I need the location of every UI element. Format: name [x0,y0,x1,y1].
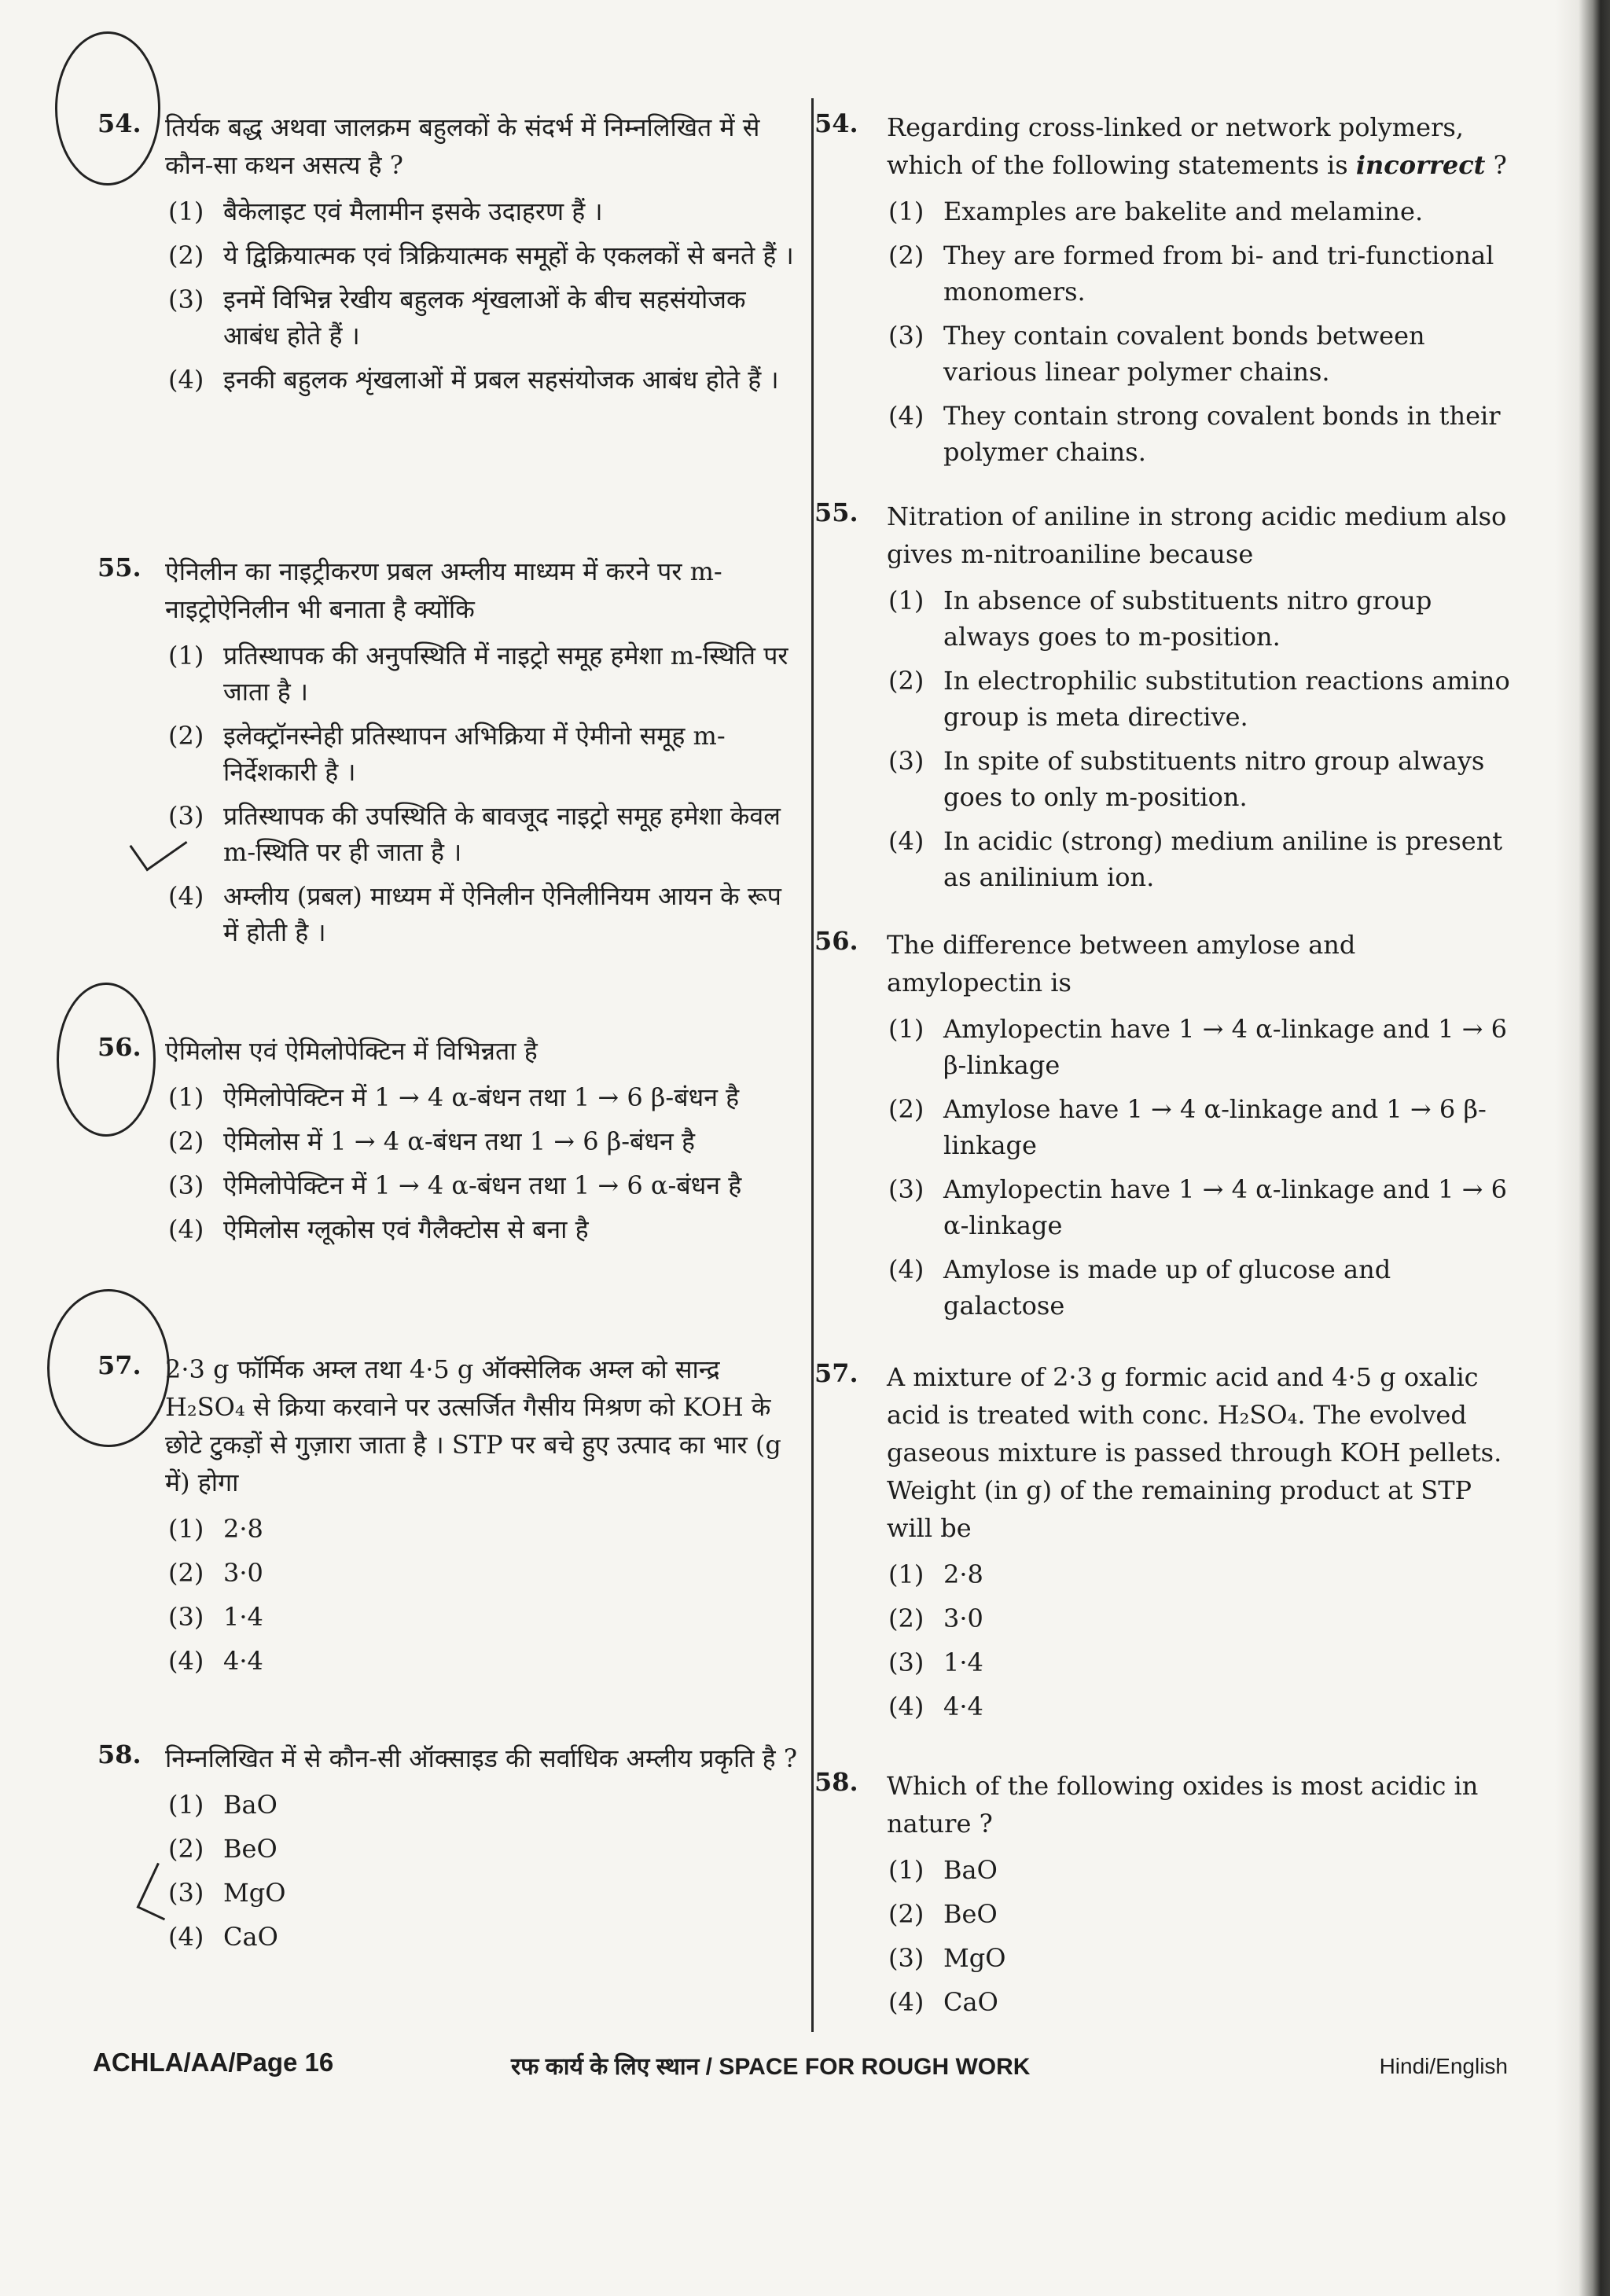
question-number: 57. [97,1350,142,1380]
option-1: (1) प्रतिस्थापक की अनुपस्थिति में नाइट्रो समूह हमेशा m-स्थिति पर जाता है । [168,641,788,707]
option-2: (2) 3·0 [888,1604,983,1633]
question-text: The difference between amylose and amylopectin is [887,930,1356,997]
question-number: 56. [814,926,858,956]
option-4: (4) 4·4 [168,1646,263,1676]
option-4: (4) इनकी बहुलक शृंखलाओं में प्रबल सहसंयोजक आबंध होते हैं । [168,365,779,395]
question-56-hindi [93,1032,800,1255]
option-4: (4) अम्लीय (प्रबल) माध्यम में ऐनिलीन ऐनिलीनियम आयन के रूप में होती है । [168,881,781,947]
option-1: (1) Examples are bakelite and melamine. [888,197,1424,226]
option-3: (3) MgO [168,1878,286,1908]
question-58-english [814,1767,1516,2028]
option-3: (3) In spite of substituents nitro group always goes to only m-position. [888,746,1485,812]
option-1: (1) BaO [888,1855,998,1885]
question-number: 56. [97,1032,142,1062]
question-text: Nitration of aniline in strong acidic medium also gives m-nitroaniline because [887,501,1507,569]
option-1: (1) ऐमिलोपेक्टिन में 1 → 4 α-बंधन तथा 1 → 6 β-बंधन है [168,1082,740,1112]
question-text: ऐमिलोस एवं ऐमिलोपेक्टिन में विभिन्नता है [165,1036,538,1066]
question-text: Regarding cross-linked or network polymers, which of the following statements is incorrect ? [887,112,1507,180]
emphasis-incorrect: incorrect [1355,150,1486,180]
option-2: (2) ये द्विक्रियात्मक एवं त्रिक्रियात्मक समूहों के एकलकों से बनते हैं । [168,241,794,270]
question-text: A mixture of 2·3 g formic acid and 4·5 g oxalic acid is treated with conc. H₂SO₄. The evolved gaseous mixture is passed through KOH pellets. Weight (in g) of the remaining product at STP will be [887,1362,1502,1543]
option-4: (4) They contain strong covalent bonds in their polymer chains. [888,401,1501,467]
option-4: (4) ऐमिलोस ग्लूकोस एवं गैलैक्टोस से बना है [168,1214,589,1244]
scan-edge [1555,0,1610,2296]
option-3: (3) इनमें विभिन्न रेखीय बहुलक शृंखलाओं के बीच सहसंयोजक आबंध होते हैं । [168,285,746,351]
question-57-hindi [93,1350,800,1687]
page-code: ACHLA/AA/Page 16 [93,2048,334,2077]
question-number: 54. [97,108,142,138]
question-54-hindi [93,108,800,406]
option-2: (2) BeO [888,1899,998,1929]
question-58-hindi [93,1739,800,1963]
option-4: (4) 4·4 [888,1692,983,1721]
option-3: (3) MgO [888,1943,1006,1973]
column-divider [811,98,814,2032]
option-2: (2) They are formed from bi- and tri-functional monomers. [888,241,1494,307]
option-2: (2) BeO [168,1834,278,1864]
pen-circle-57 [47,1289,170,1447]
option-2: (2) Amylose have 1 → 4 α-linkage and 1 → 6 β-linkage [888,1094,1487,1160]
language-label: Hindi/English [1379,2054,1508,2078]
question-text: ऐनिलीन का नाइट्रीकरण प्रबल अम्लीय माध्यम में करने पर m-नाइट्रोऐनिलीन भी बनाता है क्योंकि [165,557,722,624]
option-1: (1) 2·8 [888,1559,983,1589]
option-4: (4) In acidic (strong) medium aniline is present as anilinium ion. [888,826,1503,892]
question-54-english [814,108,1516,478]
question-55-english [814,498,1516,903]
option-2: (2) ऐमिलोस में 1 → 4 α-बंधन तथा 1 → 6 β-बंधन है [168,1126,695,1156]
question-text: निम्नलिखित में से कौन-सी ऑक्साइड की सर्वाधिक अम्लीय प्रकृति है ? [165,1743,797,1773]
question-55-hindi [93,553,800,958]
question-56-english [814,926,1516,1332]
question-number: 55. [97,553,142,582]
question-number: 58. [814,1767,858,1797]
question-text: Which of the following oxides is most acidic in nature ? [887,1771,1479,1839]
option-4: (4) CaO [168,1922,278,1952]
question-number: 54. [814,108,858,138]
option-4: (4) CaO [888,1987,998,2017]
question-57-english [814,1358,1516,1732]
question-number: 57. [814,1358,858,1388]
pen-circle-56 [57,983,156,1137]
option-4: (4) Amylose is made up of glucose and galactose [888,1255,1391,1321]
option-1: (1) In absence of substituents nitro group always goes to m-position. [888,586,1432,652]
option-1: (1) बैकेलाइट एवं मैलामीन इसके उदाहरण हैं । [168,197,603,226]
page-footer [93,2048,1508,2095]
option-3: (3) Amylopectin have 1 → 4 α-linkage and 1 → 6 α-linkage [888,1174,1507,1240]
question-number: 58. [97,1739,142,1769]
pen-circle-54 [55,31,160,186]
rough-work-label: रफ कार्य के लिए स्थान / SPACE FOR ROUGH WORK [511,2054,1031,2080]
option-3: (3) They contain covalent bonds between various linear polymer chains. [888,321,1425,387]
question-text: तिर्यक बद्ध अथवा जालक्रम बहुलकों के संदर्भ में निम्नलिखित में से कौन-सा कथन असत्य है ? [165,112,760,180]
option-2: (2) In electrophilic substitution reactions amino group is meta directive. [888,666,1510,732]
option-3: (3) प्रतिस्थापक की उपस्थिति के बावजूद नाइट्रो समूह हमेशा केवल m-स्थिति पर ही जाता है । [168,801,781,867]
option-1: (1) BaO [168,1790,278,1820]
question-text: 2·3 g फॉर्मिक अम्ल तथा 4·5 g ऑक्सेलिक अम्ल को सान्द्र H₂SO₄ से क्रिया करवाने पर उत्सर्जित गैसीय मिश्रण को KOH के छोटे टुकड़ों से गुज़ारा जाता है । STP पर बचे हुए उत्पाद का भार (g में) होगा [165,1354,781,1497]
option-2: (2) इलेक्ट्रॉनस्नेही प्रतिस्थापन अभिक्रिया में ऐमीनो समूह m-निर्देशकारी है । [168,721,726,787]
option-3: (3) 1·4 [168,1602,263,1632]
option-3: (3) 1·4 [888,1648,983,1677]
option-1: (1) Amylopectin have 1 → 4 α-linkage and 1 → 6 β-linkage [888,1014,1507,1080]
option-1: (1) 2·8 [168,1514,263,1544]
option-3: (3) ऐमिलोपेक्टिन में 1 → 4 α-बंधन तथा 1 → 6 α-बंधन है [168,1170,742,1200]
question-number: 55. [814,498,858,527]
option-2: (2) 3·0 [168,1558,263,1588]
